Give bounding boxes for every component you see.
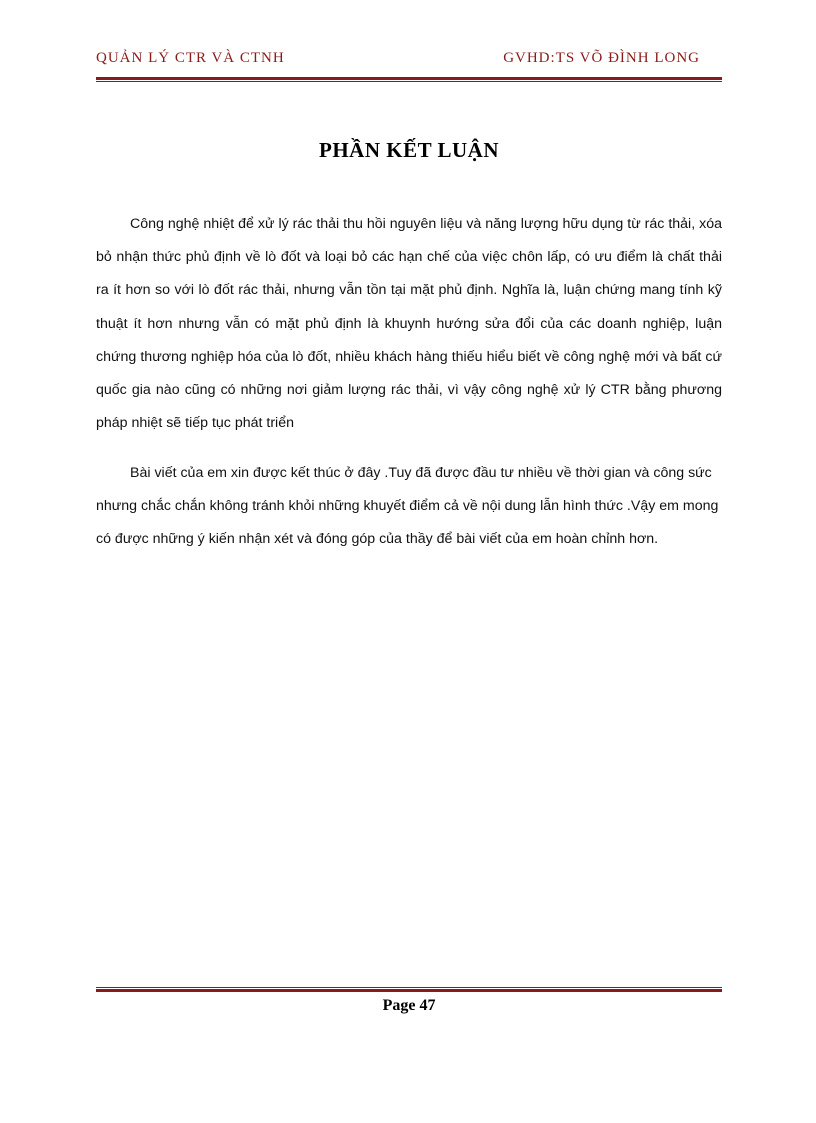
page-title: PHẦN KẾT LUẬN (319, 138, 499, 162)
footer-divider-thin-line (96, 987, 722, 988)
page-header (96, 50, 722, 74)
document-body (96, 208, 722, 573)
header-course-title: QUẢN LÝ CTR VÀ CTNH (96, 50, 285, 66)
closing-paragraph: Bài viết của em xin được kết thúc ở đây .Tuy đã được đầu tư nhiều về thời gian và công sức nhưng chắc chắn không tránh khỏi những khuyết điểm cả về nội dung lẫn hình thức .Vậy em mong có được những ý kiến nhận xét và đóng góp của thầy để bài viết của em hoàn chỉnh hơn. (96, 465, 719, 548)
header-divider (96, 77, 722, 82)
header-divider-thick-line (96, 77, 722, 80)
page-number: Page 47 (382, 997, 436, 1014)
conclusion-paragraph: Công nghệ nhiệt để xử lý rác thải thu hồi nguyên liệu và năng lượng hữu dụng từ rác thải, xóa bỏ nhận thức phủ định về lò đốt và loại bỏ các hạn chế của việc chôn lấp, có ưu điểm là chất thải ra ít hơn so với lò đốt rác thải, nhưng vẫn tồn tại mặt phủ định. Nghĩa là, luận chứng mang tính kỹ thuật ít hơn nhưng vẫn có mặt phủ định là khuynh hướng sửa đổi của các doanh nghiệp, luận chứng thương nghiệp hóa của lò đốt, nhiều khách hàng thiếu hiểu biết về công nghệ mới và bất cứ quốc gia nào cũng có những nơi giảm lượng rác thải, vì vậy công nghệ xử lý CTR bằng phương pháp nhiệt sẽ tiếp tục phát triển (96, 216, 722, 432)
footer-divider (96, 987, 722, 992)
header-instructor: GVHD:TS VÕ ĐÌNH LONG (503, 50, 700, 66)
header-divider-thin-line (96, 81, 722, 82)
footer-divider-thick-line (96, 989, 722, 992)
